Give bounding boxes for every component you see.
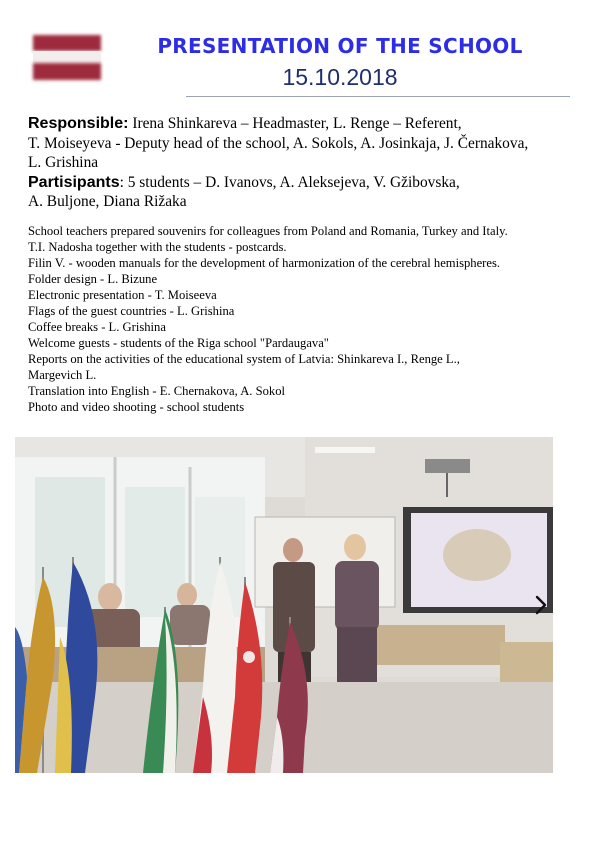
- event-date: 15.10.2018: [282, 64, 398, 90]
- list-item: Folder design - L. Bizune: [28, 272, 158, 286]
- list-item: Coffee breaks - L. Grishina: [28, 320, 166, 334]
- participants-text-2: A. Buljone, Diana Rižaka: [28, 193, 187, 210]
- chevron-right-icon[interactable]: [533, 595, 549, 615]
- list-item: Margevich L.: [28, 368, 97, 382]
- list-item: Flags of the guest countries - L. Grishina: [28, 304, 235, 318]
- page-title: PRESENTATION OF THE SCHOOL: [157, 34, 523, 58]
- list-item: School teachers prepared souvenirs for colleagues from Poland and Romania, Turkey and Italy.: [28, 224, 508, 238]
- list-item: Welcome guests - students of the Riga school "Pardaugava": [28, 336, 329, 350]
- staff-section: [28, 114, 573, 212]
- list-item: Translation into English - E. Chernakova, A. Sokol: [28, 384, 285, 398]
- responsible-label: Responsible:: [28, 115, 129, 132]
- participants-label: Partisipants: [28, 173, 120, 191]
- responsible-text-3: L. Grishina: [28, 154, 99, 171]
- duties-list: [28, 223, 578, 415]
- responsible-text: Irena Shinkareva – Headmaster, L. Renge – Referent,: [132, 115, 462, 132]
- title-divider: [186, 96, 570, 97]
- responsible-text-2: T. Moiseyeva - Deputy head of the school, A. Sokols, A. Josinkaja, J. Černakova,: [28, 134, 529, 152]
- latvian-flag-icon: [33, 32, 101, 84]
- list-item: Filin V. - wooden manuals for the development of harmonization of the cerebral hemispheres.: [28, 256, 501, 270]
- list-item: Electronic presentation - T. Moiseeva: [28, 288, 217, 302]
- participants-text: : 5 students – D. Ivanovs, A. Aleksejeva, V. Gžibovska,: [119, 173, 460, 191]
- list-item: Photo and video shooting - school students: [28, 400, 245, 414]
- responsible-line: [28, 114, 573, 134]
- list-item: Reports on the activities of the educational system of Latvia: Shinkareva I., Renge L.,: [28, 352, 460, 366]
- list-item: T.I. Nadosha together with the students - postcards.: [28, 240, 287, 254]
- participants-line: [28, 173, 573, 193]
- classroom-scene: [15, 437, 553, 773]
- presentation-photo: [15, 437, 553, 773]
